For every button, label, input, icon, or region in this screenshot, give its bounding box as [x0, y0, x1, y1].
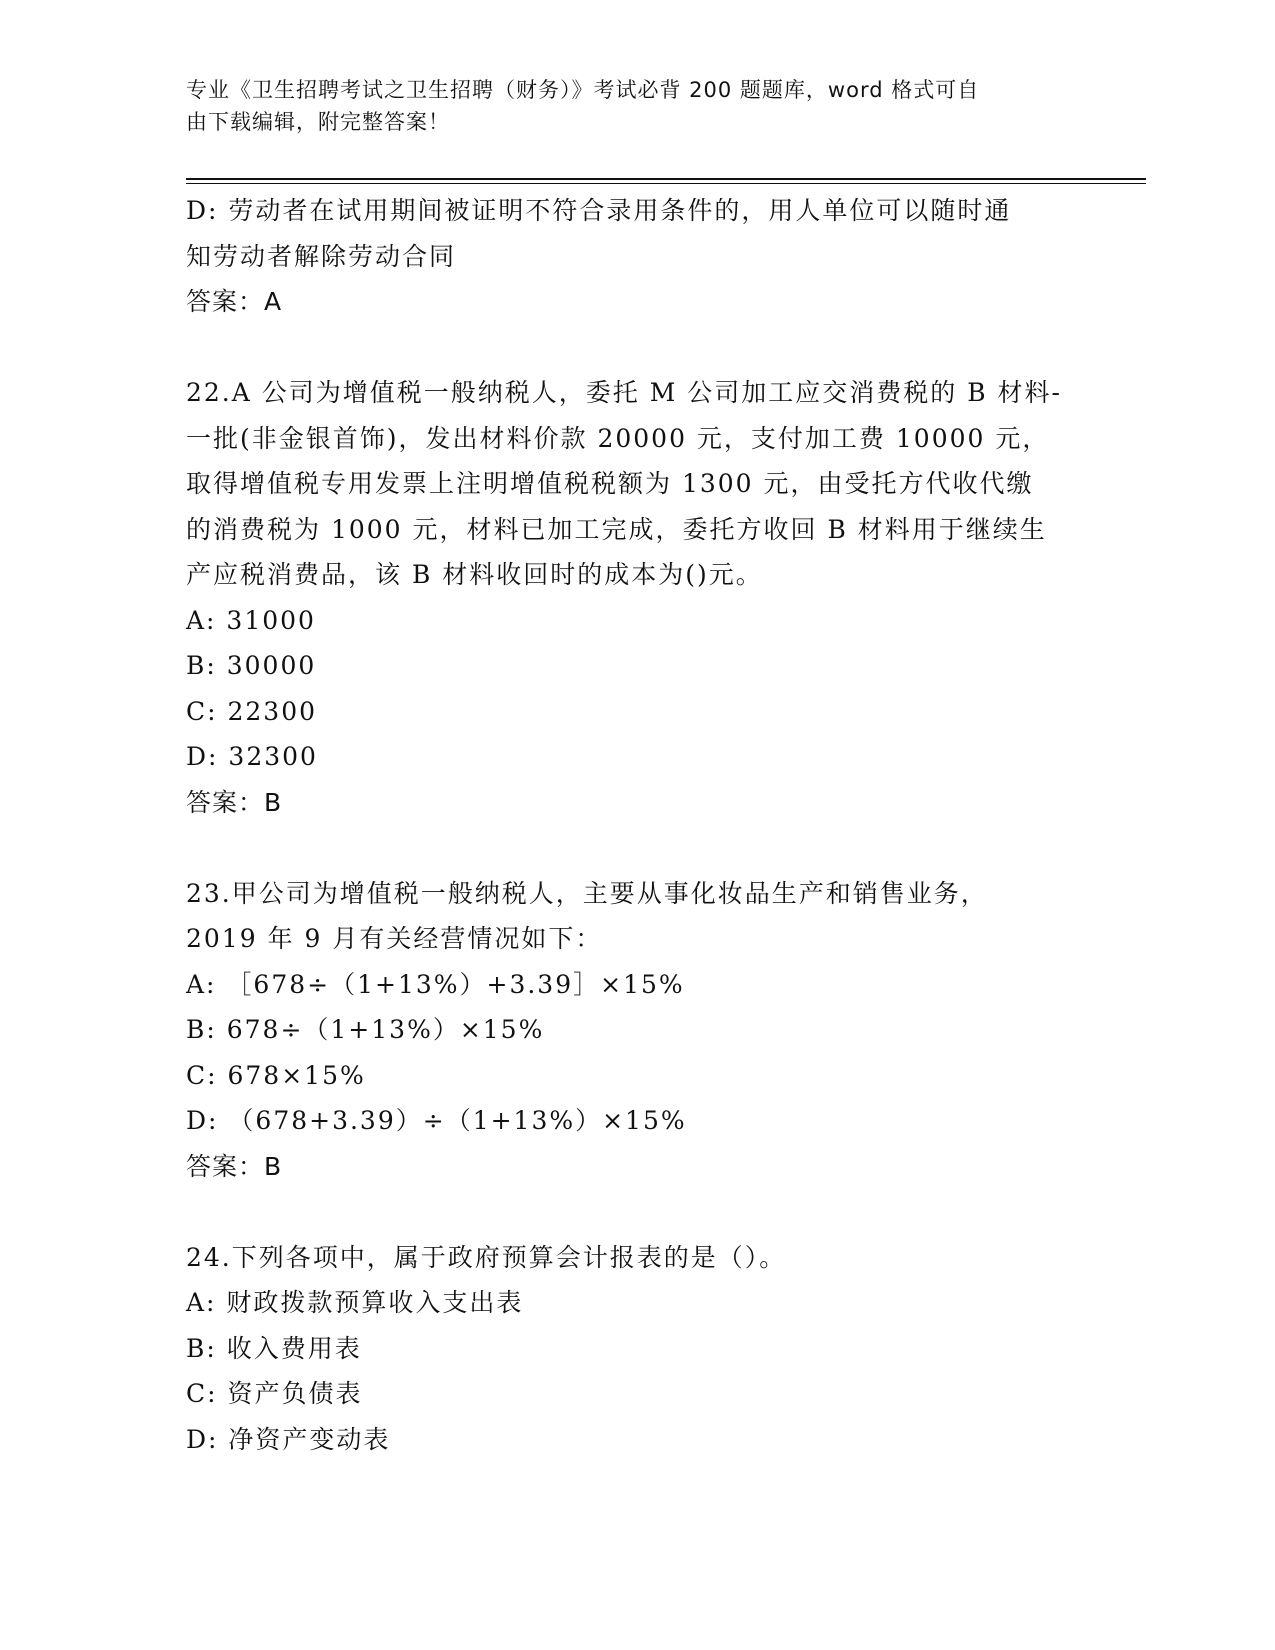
- question-stem-line: 23.甲公司为增值税一般纳税人，主要从事化妆品生产和销售业务，: [186, 878, 988, 908]
- header-line-2: 由下载编辑，附完整答案！: [186, 110, 450, 134]
- option-b: B: 30000: [186, 651, 317, 680]
- question-stem-line: 2019 年 9 月有关经营情况如下：: [186, 924, 603, 953]
- option-d: D: 净资产变动表: [186, 1424, 391, 1454]
- option-a: A: 财政拨款预算收入支出表: [186, 1288, 524, 1317]
- header-divider-thin: [186, 183, 1146, 184]
- option-c: C: 22300: [186, 696, 318, 726]
- option-d: D: （678+3.39）÷（1+13%）×15%: [186, 1106, 687, 1135]
- question-24: [186, 1235, 1086, 1463]
- question-stem-line: 的消费税为 1000 元，材料已加工完成，委托方收回 B 材料用于继续生: [186, 514, 1047, 544]
- question-stem-line: 产应税消费品，该 B 材料收回时的成本为()元。: [186, 560, 763, 589]
- question-22: [186, 370, 1086, 825]
- spacer: [186, 825, 1086, 871]
- option-b: B: 收入费用表: [186, 1333, 362, 1363]
- option-a: A: ［678÷（1+13%）+3.39］×15%: [186, 969, 685, 999]
- question-stem-line: 取得增值税专用发票上注明增值税税额为 1300 元，由受托方代收代缴: [186, 469, 1034, 498]
- option-c: C: 资产负债表: [186, 1379, 363, 1408]
- option-a: A: 31000: [186, 605, 316, 635]
- option-c: C: 678×15%: [186, 1060, 366, 1090]
- question-stem-line: 一批(非金银首饰)，发出材料价款 20000 元，支付加工费 10000 元，: [186, 423, 1050, 453]
- previous-question-tail: [186, 188, 1086, 325]
- header-divider-thick: [186, 178, 1146, 180]
- header-line-1: 专业《卫生招聘考试之卫生招聘（财务）》考试必背 200 题题库，word 格式可自: [186, 78, 980, 102]
- option-d: D: 32300: [186, 742, 318, 771]
- answer-line: 答案：B: [186, 1151, 283, 1181]
- question-content: [186, 188, 1086, 1462]
- answer-line: 答案：B: [186, 787, 283, 817]
- spacer: [186, 325, 1086, 371]
- spacer: [186, 1189, 1086, 1235]
- option-d-line-2: 知劳动者解除劳动合同: [186, 241, 457, 271]
- answer-line: 答案：A: [186, 287, 283, 316]
- question-23: [186, 871, 1086, 1190]
- option-b: B: 678÷（1+13%）×15%: [186, 1015, 545, 1044]
- question-stem-line: 22.A 公司为增值税一般纳税人，委托 M 公司加工应交消费税的 B 材料-: [186, 378, 1062, 407]
- document-header: [186, 74, 1066, 138]
- option-d-line-1: D: 劳动者在试用期间被证明不符合录用条件的，用人单位可以随时通: [186, 196, 1012, 225]
- question-stem-line: 24.下列各项中，属于政府预算会计报表的是（）。: [186, 1242, 787, 1272]
